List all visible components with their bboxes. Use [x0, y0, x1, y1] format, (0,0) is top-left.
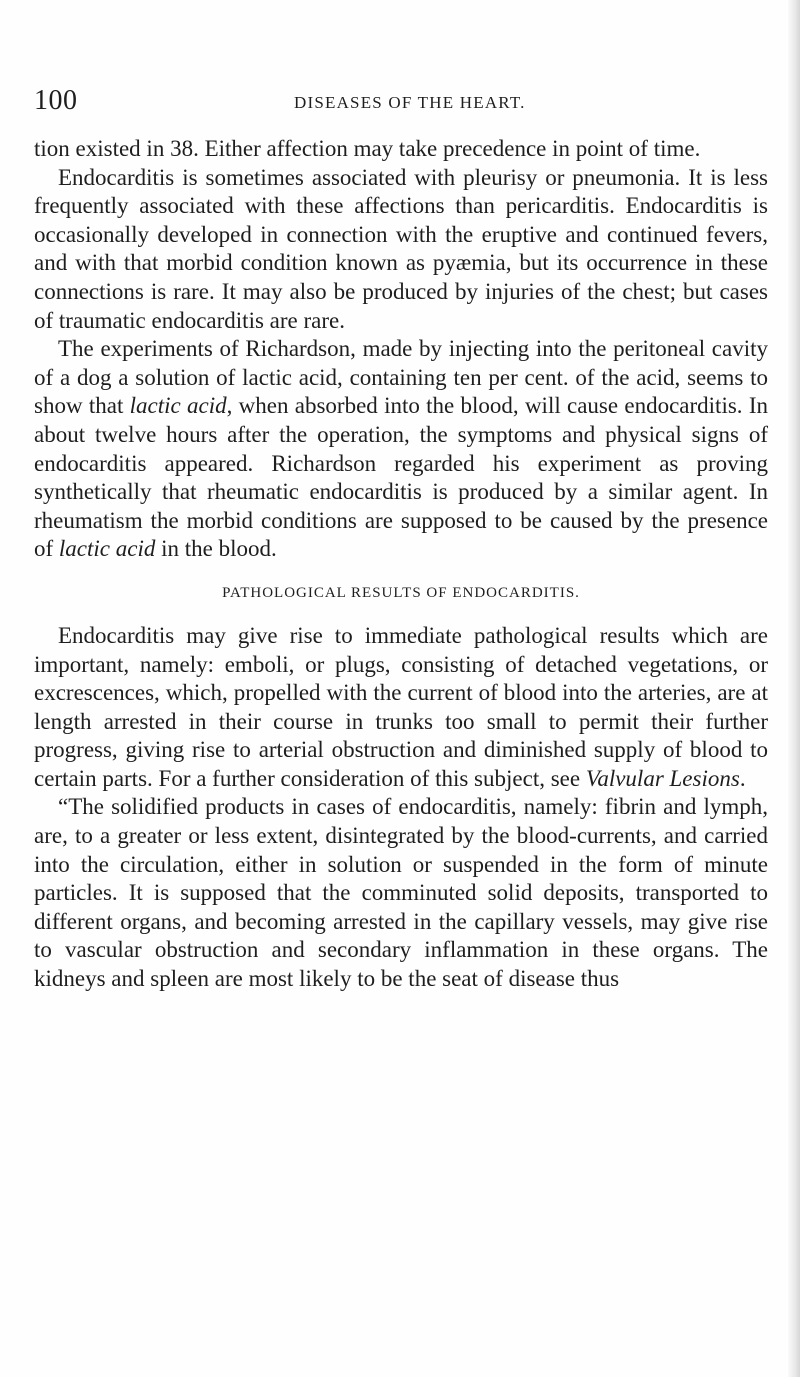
italic-reference-valvular-lesions: Valvular Lesions	[585, 765, 740, 791]
paragraph-solidified-products	[34, 793, 768, 993]
paragraph-text: tion existed in 38. Either affection may take precedence in point of time.	[34, 136, 701, 161]
page-number: 100	[34, 85, 78, 116]
paragraph-text: The experiments of Richardson, made by injecting into the peritoneal cavity of a dog a solution of lactic acid, containing ten per cent. of the acid, seems to show that	[34, 336, 768, 419]
running-head: DISEASES OF THE HEART.	[294, 93, 526, 112]
page-header	[34, 84, 734, 118]
paragraph-continuation	[34, 135, 768, 164]
italic-term-lactic-acid: lactic acid	[129, 393, 227, 419]
paragraph-text: Endocarditis is sometimes associated with pleurisy or pneumonia. It is less frequently associated with these affections than pericarditis. Endocarditis is occasionally developed in connection with the eruptive and continued fevers, and with that morbid condition known as pyæmia, but its occurrence in these connections is rare. It may also be produced by injuries of the chest; but cases of traumatic endocarditis are rare.	[34, 164, 768, 333]
italic-term-lactic-acid: lactic acid	[58, 536, 156, 562]
paragraph-text: .	[739, 765, 746, 791]
paragraph-text: Endocarditis may give rise to immediate pathological results which are important, namely: emboli, or plugs, consisting of detached vegetations, or excrescences, which, propelled with the current of blood into the arteries, are at length arrested in their course in trunks too small to permit their further progress, giving rise to arterial obstruction and diminished supply of blood to certain parts. For a further consideration of this subject, see	[34, 622, 768, 791]
paragraph-richardson-experiments	[34, 335, 768, 564]
section-heading: PATHOLOGICAL RESULTS OF ENDOCARDITIS.	[222, 584, 580, 601]
paragraph-endocarditis-associations	[34, 164, 768, 336]
paragraph-text: , when absorbed into the blood, will cause endocarditis. In about twelve hours after the operation, the symptoms and physical signs of endocarditis appeared. Richardson regarded his experiment as proving synthetically that rheumatic endocarditis is produced by a similar agent. In rheumatism the morbid conditions are supposed to be caused by the presence of	[34, 393, 768, 562]
paragraph-text: “The solidified products in cases of endocarditis, namely: fibrin and lymph, are, to a greater or less extent, disintegrated by the blood-currents, and carried into the circulation, either in solution or suspended in the form of minute particles. It is supposed that the comminuted solid deposits, transported to different organs, and becoming arrested in the capillary vessels, may give rise to vascular obstruction and secondary inflammation in these organs. The kidneys and spleen are most likely to be the seat of disease thus	[34, 794, 768, 992]
paragraph-text: in the blood.	[155, 536, 277, 562]
paragraph-pathological-results	[34, 622, 768, 794]
page-edge-shadow	[788, 0, 800, 1377]
body-text	[34, 135, 768, 994]
